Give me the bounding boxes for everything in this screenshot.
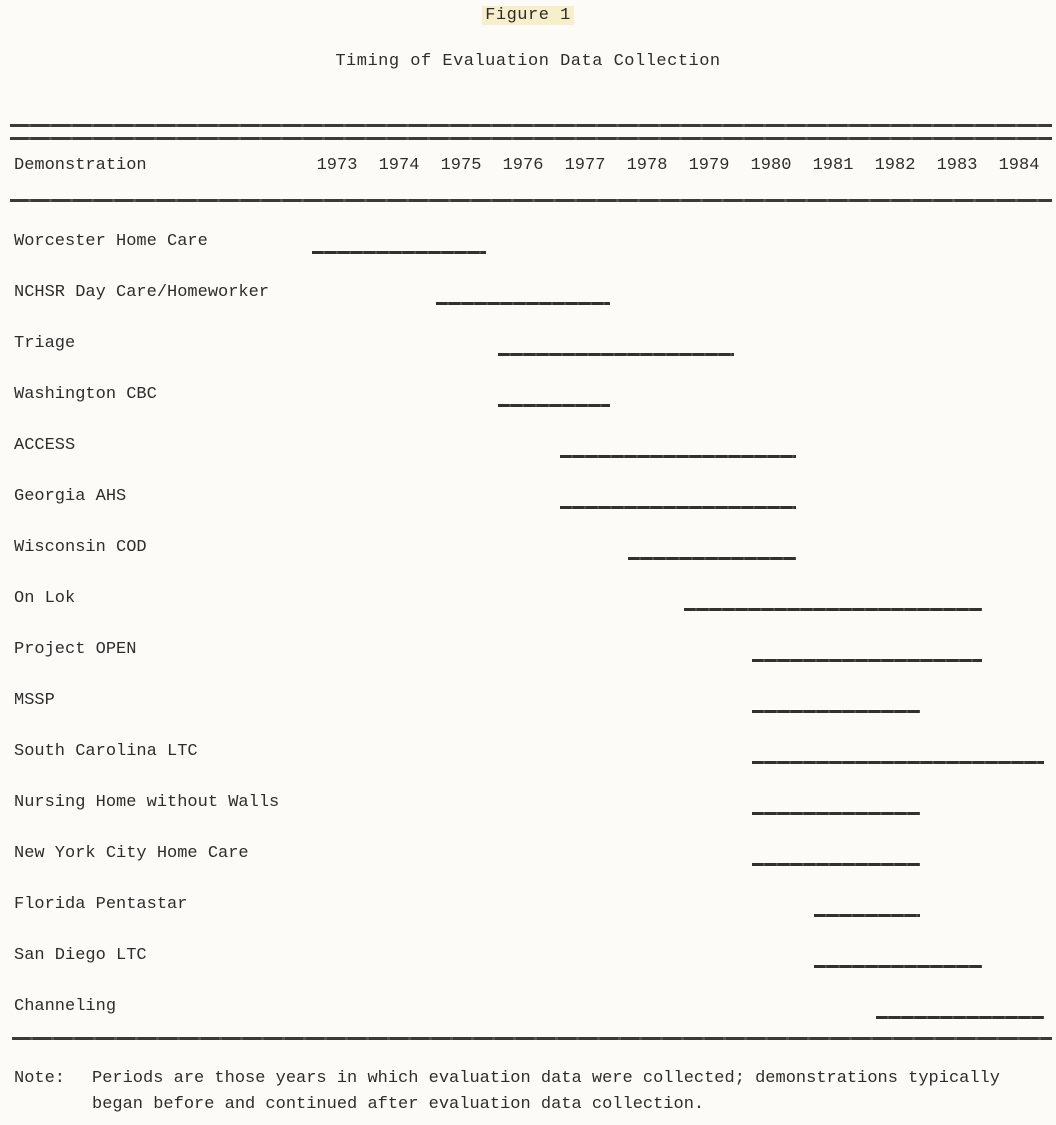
- timeline-bar: [876, 1016, 1043, 1019]
- timeline-bar: [498, 353, 734, 356]
- timeline-bar: [436, 302, 610, 305]
- row-label: NCHSR Day Care/Homeworker: [14, 283, 270, 302]
- year-tick: 1983: [936, 156, 978, 175]
- row-label: San Diego LTC: [14, 946, 147, 965]
- row-label: South Carolina LTC: [14, 742, 198, 761]
- timeline-bar: [752, 812, 919, 815]
- gantt-row: [0, 232, 1056, 258]
- gantt-row: [0, 742, 1056, 768]
- timeline-bar: [312, 251, 486, 254]
- gantt-row: [0, 691, 1056, 717]
- year-tick: 1977: [564, 156, 606, 175]
- top-rule-1: [10, 124, 1052, 127]
- gantt-row: [0, 844, 1056, 870]
- note: [14, 1066, 1028, 1118]
- column-header-demonstration: Demonstration: [14, 156, 147, 175]
- timeline-bar: [498, 404, 610, 407]
- year-tick: 1978: [626, 156, 668, 175]
- timeline-bar: [752, 761, 1043, 764]
- timeline-bar: [560, 455, 796, 458]
- gantt-row: [0, 793, 1056, 819]
- gantt-row: [0, 895, 1056, 921]
- year-tick: 1982: [874, 156, 916, 175]
- gantt-row: [0, 385, 1056, 411]
- row-label: Channeling: [14, 997, 117, 1016]
- timeline-bar: [560, 506, 796, 509]
- row-label: Washington CBC: [14, 385, 157, 404]
- gantt-row: [0, 997, 1056, 1023]
- figure-title: [0, 6, 1056, 25]
- year-tick: 1980: [750, 156, 792, 175]
- timeline-bar: [752, 659, 981, 662]
- gantt-row: [0, 436, 1056, 462]
- timeline-bar: [684, 608, 982, 611]
- figure-title-text: Figure 1: [482, 6, 574, 25]
- row-label: MSSP: [14, 691, 55, 710]
- row-label: New York City Home Care: [14, 844, 249, 863]
- figure-subtitle: Timing of Evaluation Data Collection: [335, 52, 721, 71]
- timeline-bar: [814, 914, 919, 917]
- year-tick: 1974: [378, 156, 420, 175]
- year-tick: 1984: [998, 156, 1040, 175]
- row-label: ACCESS: [14, 436, 76, 455]
- gantt-row: [0, 589, 1056, 615]
- note-text: Periods are those years in which evaluation data were collected; demonstrations typically began before and continued after evaluation data collection.: [92, 1069, 1000, 1114]
- timeline-bar: [752, 863, 919, 866]
- year-tick: 1973: [316, 156, 358, 175]
- row-label: On Lok: [14, 589, 76, 608]
- gantt-row: [0, 487, 1056, 513]
- timeline-bar: [628, 557, 795, 560]
- row-label: Florida Pentastar: [14, 895, 188, 914]
- top-rule-2: [10, 137, 1052, 140]
- header-rule: [10, 199, 1052, 202]
- gantt-row: [0, 538, 1056, 564]
- row-label: Worcester Home Care: [14, 232, 208, 251]
- timeline-bar: [814, 965, 981, 968]
- timeline-bar: [752, 710, 919, 713]
- gantt-row: [0, 946, 1056, 972]
- year-tick: 1975: [440, 156, 482, 175]
- row-label: Project OPEN: [14, 640, 137, 659]
- gantt-row: [0, 283, 1056, 309]
- row-label: Wisconsin COD: [14, 538, 147, 557]
- note-label: Note:: [14, 1069, 66, 1088]
- row-label: Nursing Home without Walls: [14, 793, 280, 812]
- row-label: Georgia AHS: [14, 487, 127, 506]
- year-tick: 1981: [812, 156, 854, 175]
- gantt-row: [0, 640, 1056, 666]
- year-tick: 1979: [688, 156, 730, 175]
- year-axis: [306, 156, 1050, 175]
- year-tick: 1976: [502, 156, 544, 175]
- row-label: Triage: [14, 334, 76, 353]
- gantt-row: [0, 334, 1056, 360]
- bottom-rule: [12, 1037, 1052, 1040]
